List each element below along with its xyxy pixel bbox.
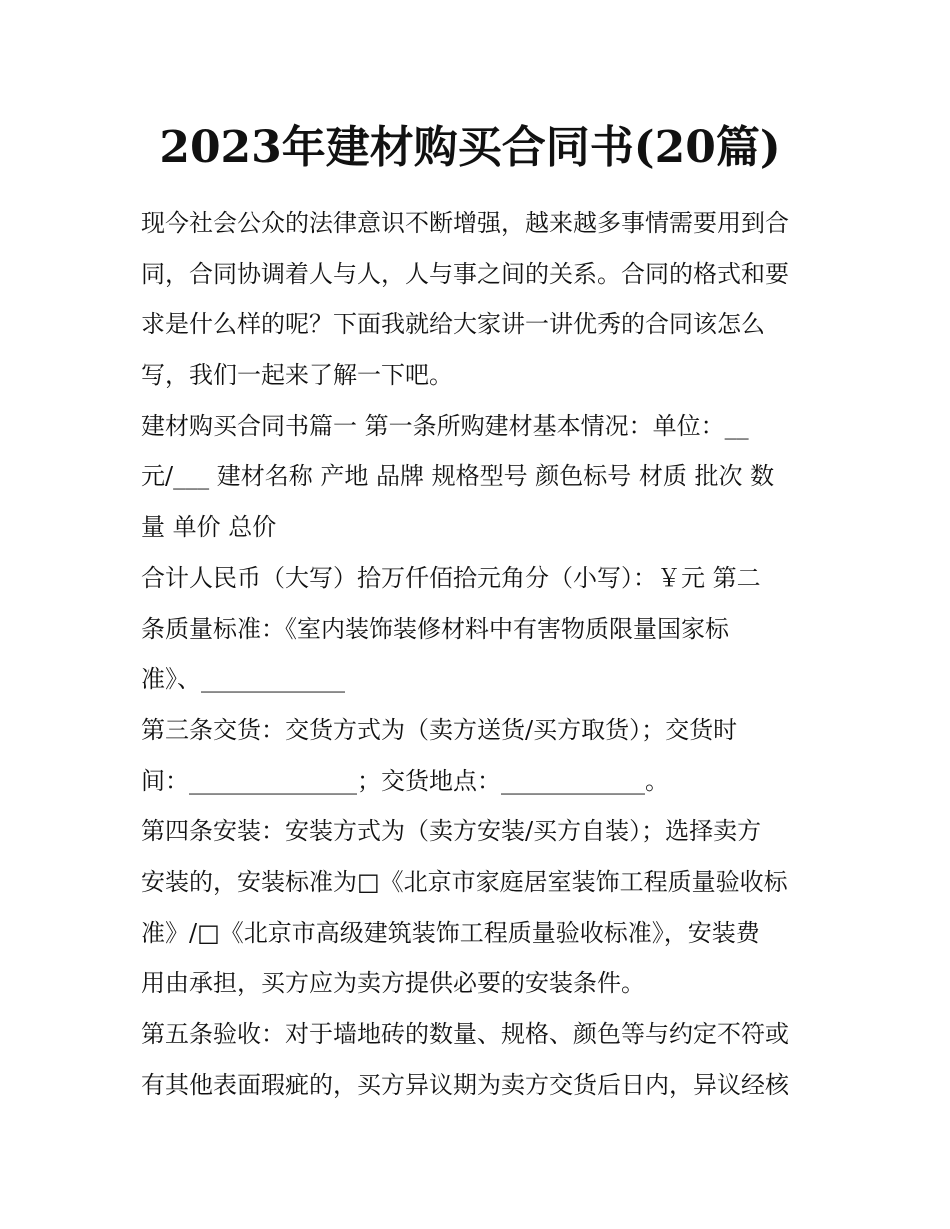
text-line: 安装的，安装标准为□《北京市家庭居室装饰工程质量验收标 [141, 867, 788, 896]
text-line: 第五条验收：对于墙地砖的数量、规格、颜色等与约定不符或 [141, 1020, 789, 1048]
text-line: 写，我们一起来了解一下吧。 [141, 361, 453, 390]
text-line: 第四条安装：安装方式为（卖方安装/买方自装）；选择卖方 [141, 817, 762, 846]
document-body [141, 198, 821, 1110]
text-line: 有其他表面瑕疵的，买方异议期为卖方交货后日内，异议经核 [141, 1070, 789, 1099]
text-line: 用由承担，买方应为卖方提供必要的安装条件。 [141, 969, 645, 998]
text-line: 现今社会公众的法律意识不断增强，越来越多事情需要用到合 [141, 209, 789, 237]
text-line: 合计人民币（大写）拾万仟佰拾元角分（小写）：￥元 第二 [141, 563, 761, 592]
text-line: 求是什么样的呢？下面我就给大家讲一讲优秀的合同该怎么 [141, 310, 765, 339]
text-line: 量 单价 总价 [141, 513, 277, 542]
text-line: 元/___ 建材名称 产地 品牌 规格型号 颜色标号 材质 批次 数 [141, 462, 775, 491]
text-line: 准》、____________ [141, 665, 345, 694]
text-line: 准》/□《北京市高级建筑装饰工程质量验收标准》，安装费 [141, 918, 760, 947]
text-line: 间：______________；交货地点：____________。 [141, 766, 669, 795]
text-line: 条质量标准：《室内装饰装修材料中有害物质限量国家标 [141, 614, 729, 643]
document-title: 2023年建材购买合同书(20篇) [159, 122, 781, 173]
text-line: 第三条交货：交货方式为（卖方送货/买方取货）；交货时 [141, 715, 738, 744]
text-line: 建材购买合同书篇一 第一条所购建材基本情况：单位：__ [141, 411, 749, 440]
text-line: 同，合同协调着人与人，人与事之间的关系。合同的格式和要 [141, 259, 789, 288]
